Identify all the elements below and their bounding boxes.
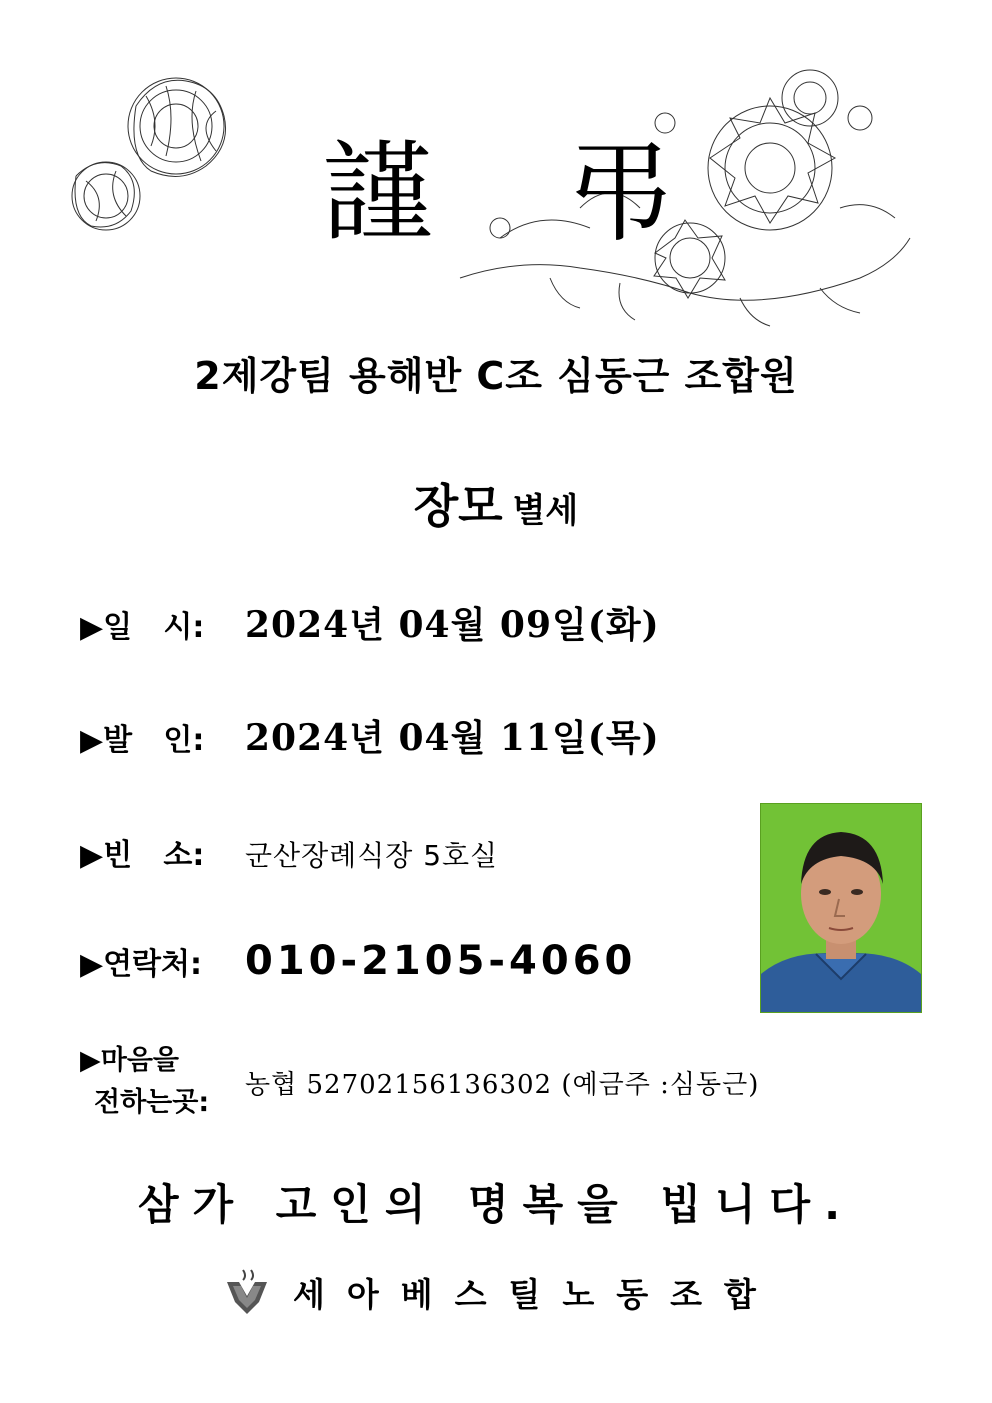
relation-sub: 별세 [512,491,579,531]
relation-line [0,470,992,536]
donation-label-line1: ▶마음을 [80,1045,180,1076]
title-char-right: 弔 [565,129,675,257]
union-signature [225,1268,778,1316]
chrysanthemum-left-illustration [66,66,256,236]
union-name: 세아베스틸노동조합 [293,1274,778,1314]
title-char-left: 謹 [322,129,432,257]
detail-label: ▶일 시: [80,610,205,645]
detail-row-contact [80,938,636,984]
donation-label-line2: 전하는곳: [94,1087,210,1118]
detail-label: ▶발 인: [80,723,205,758]
relation-main: 장모 [413,479,503,533]
donation-account: 농협 52702156136302 (예금주 :심동근) [245,1070,760,1100]
chrysanthemum-right-illustration [440,58,920,333]
portrait-photo [760,803,922,1013]
condolence-closing: 삼가 고인의 명복을 빕니다. [137,1180,855,1229]
donation-label [80,1040,209,1124]
detail-row-procession [80,710,660,761]
deceased-subtitle: 2제강팀 용해반 C조 심동근 조합원 [194,354,798,398]
detail-label: ▶빈 소: [80,838,205,873]
detail-label: ▶연락처: [80,947,203,982]
contact-phone: 010-2105-4060 [245,938,637,984]
detail-row-funeral-hall [80,830,498,874]
detail-value: 2024년 04월 11일(목) [245,717,660,759]
portrait-figure [761,804,921,1012]
detail-row-date [80,597,660,648]
detail-value: 2024년 04월 09일(화) [245,604,660,646]
union-hands-logo-icon [225,1268,269,1316]
detail-value: 군산장례식장 5호실 [245,839,499,872]
